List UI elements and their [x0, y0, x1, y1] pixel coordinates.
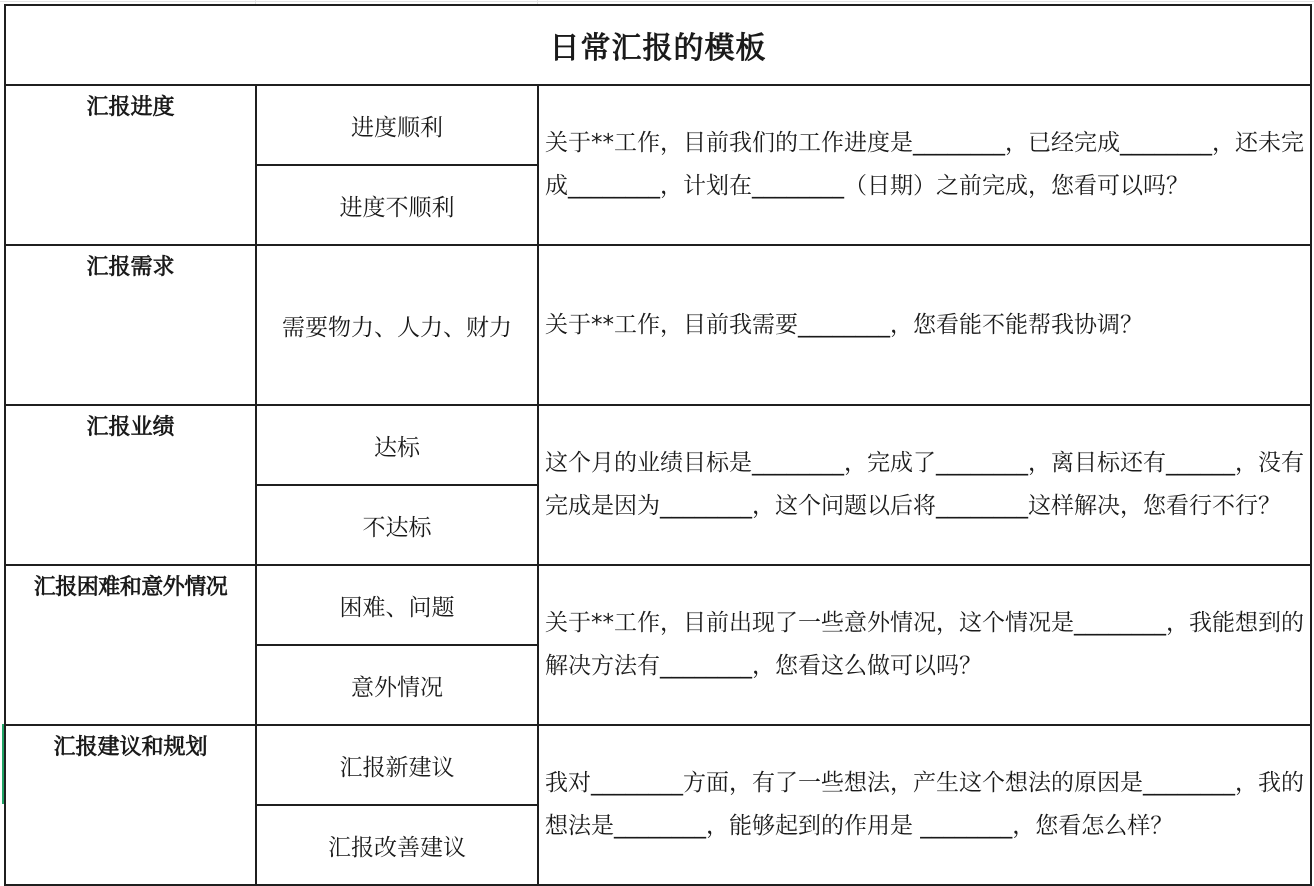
- sub-new-suggestion[interactable]: 汇报新建议: [256, 725, 538, 805]
- template-progress[interactable]: 关于**工作，目前我们的工作进度是________，已经完成________，还未完成________，计划在________（日期）之前完成，您看可以吗？: [538, 85, 1311, 245]
- category-progress[interactable]: 汇报进度: [5, 85, 256, 245]
- category-difficulties[interactable]: 汇报困难和意外情况: [5, 565, 256, 725]
- sub-performance-not-met[interactable]: 不达标: [256, 485, 538, 565]
- template-needs[interactable]: 关于**工作，目前我需要________，您看能不能帮我协调？: [538, 245, 1311, 405]
- template-performance[interactable]: 这个月的业绩目标是________，完成了________，离目标还有______，没有完成是因为________，这个问题以后将________这样解决，您看行不行？: [538, 405, 1311, 565]
- sub-improvement-suggestion[interactable]: 汇报改善建议: [256, 805, 538, 885]
- sub-needs-resources[interactable]: 需要物力、人力、财力: [256, 245, 538, 405]
- sub-performance-met[interactable]: 达标: [256, 405, 538, 485]
- report-template-table: [4, 4, 1312, 886]
- sub-difficulties-problems[interactable]: 困难、问题: [256, 565, 538, 645]
- category-performance[interactable]: 汇报业绩: [5, 405, 256, 565]
- template-suggestions[interactable]: 我对________方面，有了一些想法，产生这个想法的原因是________，我的想法是________，能够起到的作用是 ________，您看怎么样？: [538, 725, 1311, 885]
- sub-unexpected[interactable]: 意外情况: [256, 645, 538, 725]
- sheet-gridline: [0, 1, 1314, 2]
- sub-progress-not-smooth[interactable]: 进度不顺利: [256, 165, 538, 245]
- sub-progress-smooth[interactable]: 进度顺利: [256, 85, 538, 165]
- category-needs[interactable]: 汇报需求: [5, 245, 256, 405]
- template-difficulties[interactable]: 关于**工作，目前出现了一些意外情况，这个情况是________，我能想到的解决方法有________，您看这么做可以吗？: [538, 565, 1311, 725]
- category-suggestions[interactable]: 汇报建议和规划: [5, 725, 256, 885]
- table-title[interactable]: 日常汇报的模板: [5, 5, 1311, 85]
